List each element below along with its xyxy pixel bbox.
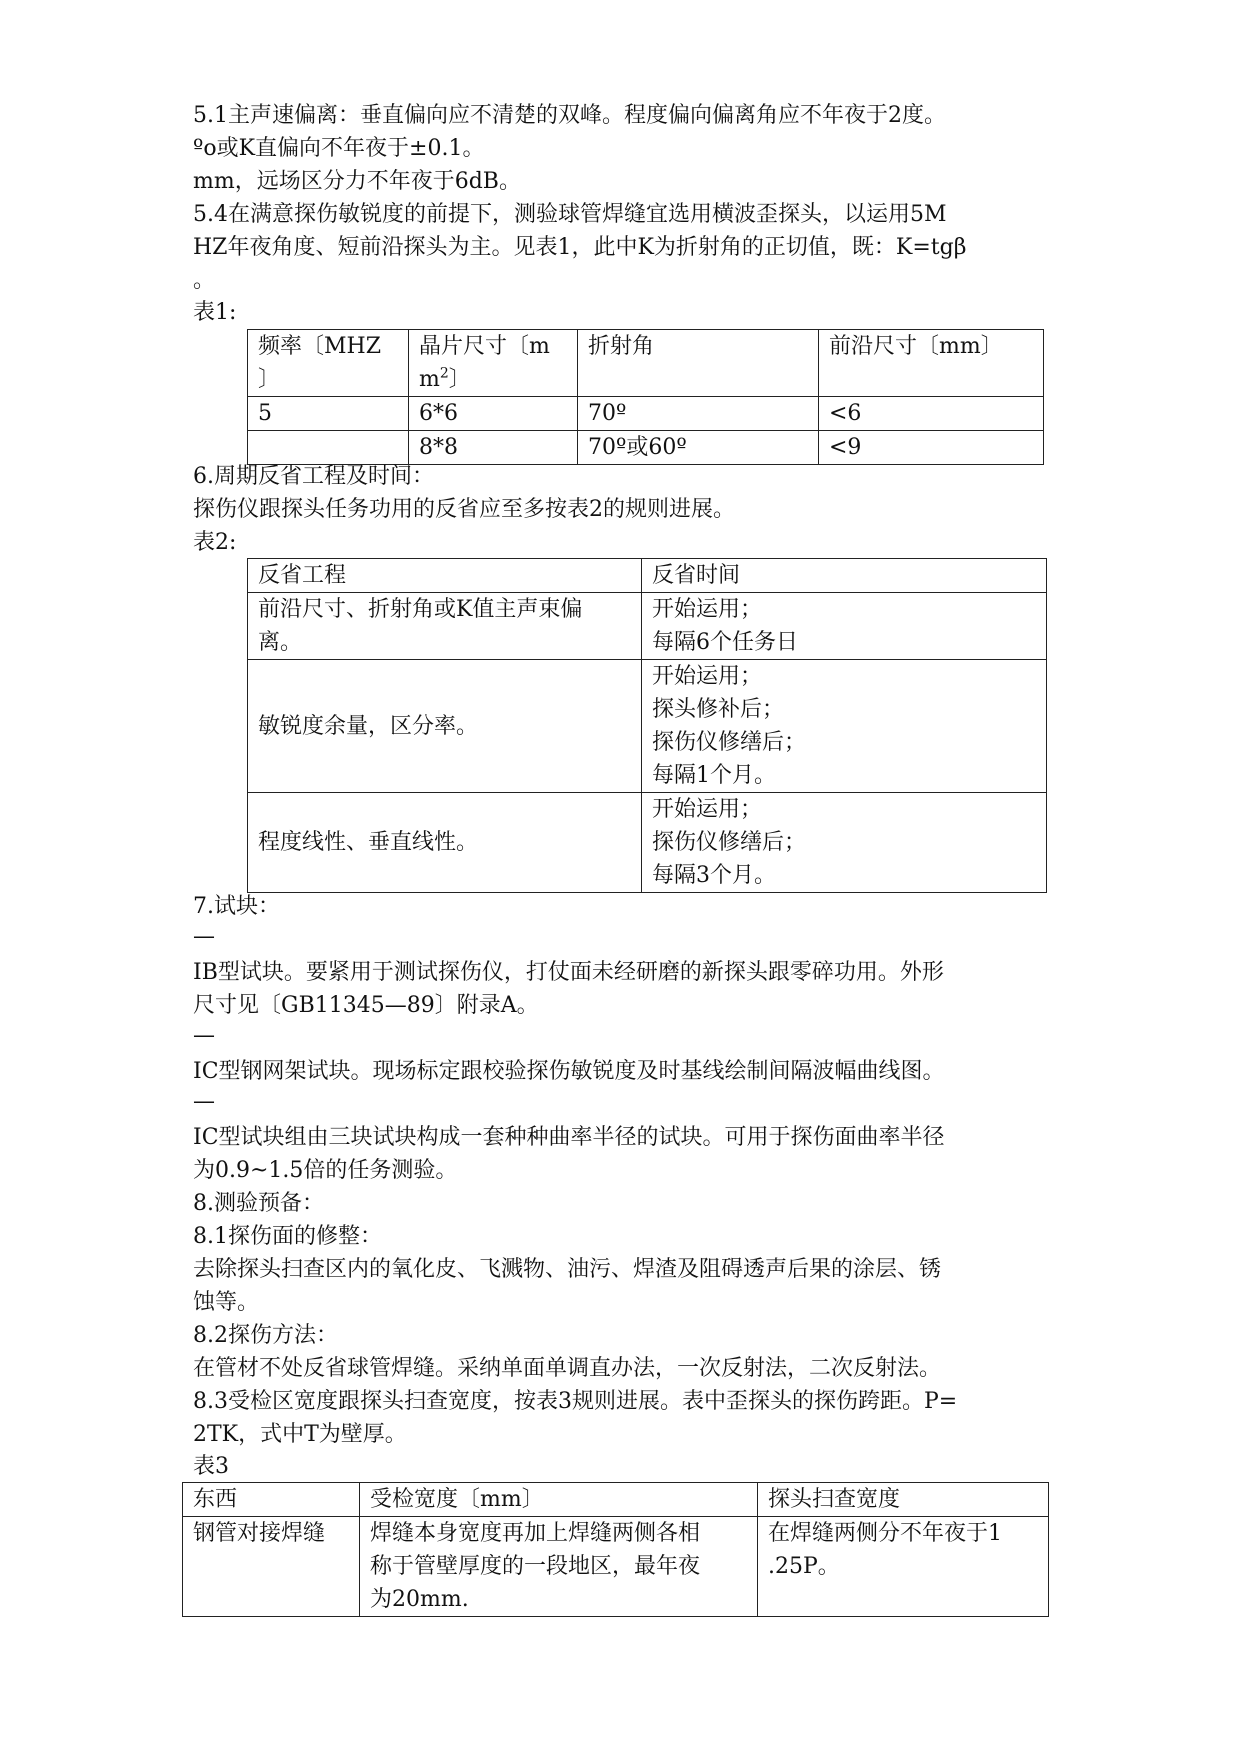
table2-header-item: 反省工程 [248,559,642,593]
para-5-2: ºo或K直偏向不年夜于±0.1。 [193,136,485,161]
table-row [183,1517,1049,1617]
table-row [248,660,1047,793]
para-8-1-line2: 蚀等。 [193,1290,260,1315]
table1-header-freq: 频率〔MHZ 〕 [248,330,409,397]
table1-cell-angle: 70º [578,397,819,431]
table3-cell-scan: 在焊缝两侧分不年夜于1 .25P。 [758,1517,1049,1617]
table1-header-front: 前沿尺寸〔mm〕 [819,330,1044,397]
para-5-4-line2: HZ年夜角度、短前沿探头为主。见表1，此中K为折射角的正切值，既：K=tgβ [193,235,967,260]
para-ic1: IC型钢网架试块。现场标定跟校验探伤敏锐度及时基线绘制间隔波幅曲线图。 [193,1059,945,1084]
dash-2: — [193,1023,215,1048]
table3-cell-obj: 钢管对接焊缝 [183,1517,360,1617]
section6-title: 6.周期反省工程及时间： [193,464,434,489]
table2 [247,558,1047,893]
para-8-1-line1: 去除探头扫查区内的氧化皮、飞溅物、油污、焊渣及阻碍透声后果的涂层、锈 [193,1257,942,1282]
para-ib-line2: 尺寸见〔GB11345—89〕附录A。 [193,993,539,1018]
section6-desc: 探伤仪跟探头任务功用的反省应至多按表2的规则进展。 [193,497,735,522]
table1-cell-chip: 8*8 [409,431,578,465]
para-5-1: 5.1主声速偏离：垂直偏向应不清楚的双峰。程度偏向偏离角应不年夜于2度。 [193,103,946,128]
table2-cell-item: 敏锐度余量，区分率。 [248,660,642,793]
para-8-2: 在管材不处反省球管焊缝。采纳单面单调直办法，一次反射法，二次反射法。 [193,1356,942,1381]
table-row [248,793,1047,893]
table3 [182,1482,1049,1617]
para-ic2-line1: IC型试块组由三块试块构成一套种种曲率半径的试块。可用于探伤面曲率半径 [193,1125,945,1150]
table1 [247,329,1044,465]
table2-cell-time: 开始运用； 每隔6个任务日 [642,593,1047,660]
section7-title: 7.试块： [193,894,280,919]
para-ib-line1: IB型试块。要紧用于测试探伤仪，打仗面未经研磨的新探头跟零碎功用。外形 [193,960,944,985]
table2-cell-item: 程度线性、垂直线性。 [248,793,642,893]
section8-2-title: 8.2探伤方法： [193,1323,338,1348]
dash-1: — [193,924,215,949]
para-5-4-line1: 5.4在满意探伤敏锐度的前提下，测验球管焊缝宜选用横波歪探头，以运用5M [193,202,947,227]
table1-cell-front: <9 [819,431,1044,465]
table1-cell-chip: 6*6 [409,397,578,431]
table3-header-width: 受检宽度〔mm〕 [360,1483,758,1517]
table1-cell-freq: 5 [248,397,409,431]
para-5-3: mm，远场区分力不年夜于6dB。 [193,169,521,194]
table2-cell-time: 开始运用； 探头修补后； 探伤仪修缮后； 每隔1个月。 [642,660,1047,793]
section8-1-title: 8.1探伤面的修整： [193,1224,382,1249]
table3-cell-width: 焊缝本身宽度再加上焊缝两侧各相 称于管壁厚度的一段地区，最年夜 为20mm. [360,1517,758,1617]
table-row [248,593,1047,660]
para-8-3-line1: 8.3受检区宽度跟探头扫查宽度，按表3规则进展。表中歪探头的探伤跨距。P= [193,1389,958,1414]
table3-caption: 表3 [193,1454,229,1479]
table1-cell-angle: 70º或60º [578,431,819,465]
table1-caption: 表1: [193,300,237,325]
table-row [248,330,1044,397]
section8-title: 8.测验预备： [193,1191,324,1216]
table2-header-time: 反省时间 [642,559,1047,593]
table2-cell-item: 前沿尺寸、折射角或K值主声束偏 离。 [248,593,642,660]
table2-cell-time: 开始运用； 探伤仪修缮后； 每隔3个月。 [642,793,1047,893]
table-row [183,1483,1049,1517]
table1-cell-front: <6 [819,397,1044,431]
table-row [248,559,1047,593]
dash-3: — [193,1089,215,1114]
table1-header-angle: 折射角 [578,330,819,397]
table1-header-chip: 晶片尺寸〔m $m^2$〕 [409,330,578,397]
para-5-4-line3: 。 [193,268,216,293]
table2-caption: 表2: [193,530,237,555]
table-row [248,397,1044,431]
table3-header-obj: 东西 [183,1483,360,1517]
para-8-3-line2: 2TK，式中T为壁厚。 [193,1422,407,1447]
para-ic2-line2: 为0.9~1.5倍的任务测验。 [193,1158,458,1183]
table3-header-scan: 探头扫查宽度 [758,1483,1049,1517]
